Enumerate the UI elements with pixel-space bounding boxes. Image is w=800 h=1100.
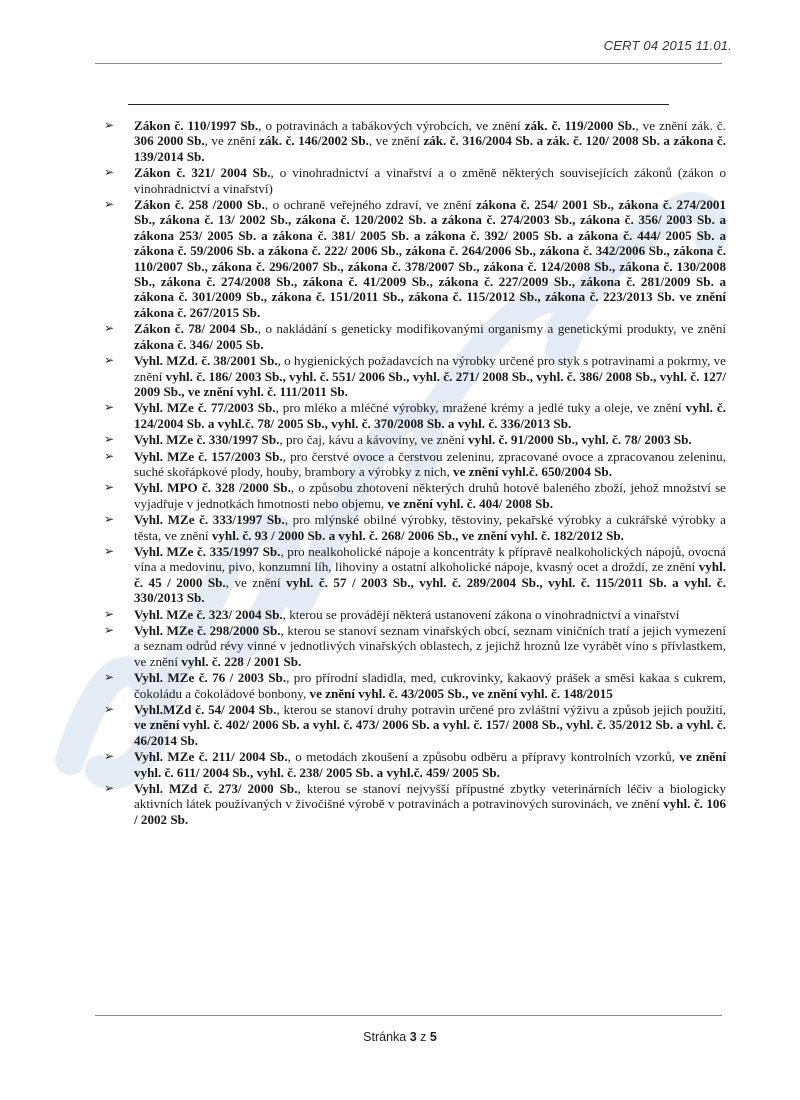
list-item: [104, 512, 726, 543]
footer-page-number: 3: [409, 1030, 417, 1044]
legal-reference: ve znění vyhl. č. 611/ 2004 Sb., vyhl. č. 238/ 2005 Sb. a vyhl.č. 459/ 2005 Sb.: [134, 749, 726, 780]
legal-reference: ve znění vyhl. č. 404/ 2008 Sb.: [387, 495, 553, 511]
arrow-bullet-icon: ➢: [104, 165, 115, 180]
list-item: [104, 480, 726, 511]
legal-reference: Vyhl. MZd. č. 38/2001 Sb.: [134, 353, 278, 369]
arrow-bullet-icon: ➢: [104, 543, 115, 558]
item-text: , kterou se stanoví nejvyšší přípustné zbytky veterinárních léčiv a biologicky aktivních látek používaných v živočišné výrobě v potravinách a potravinových surovinách, ve znění: [134, 781, 727, 812]
legal-reference: Zákon č. 321/ 2004 Sb.: [134, 165, 271, 181]
arrow-bullet-icon: ➢: [104, 400, 115, 415]
item-text: , kterou se provádějí některá ustanovení zákona o vinohradnictví a vinařství: [282, 606, 680, 622]
item-text: , o nakládání s geneticky modifikovanými organismy a genetickými produkty, ve znění: [257, 321, 726, 337]
legal-reference: vyhl. č. 93 / 2000 Sb. a vyhl. č. 268/ 2006 Sb., ve znění vyhl. č. 182/2012 Sb.: [211, 527, 624, 543]
item-text: , ve znění: [204, 133, 260, 149]
item-text: , pro čerstvé ovoce a čerstvou zeleninu, zpracované ovoce a zpracovanou zeleninu, suché skořápkové plody, houby, brambory a výrobky z nich,: [134, 448, 726, 479]
legal-reference: vyhl. č. 124/2004 Sb. a vyhl.č. 78/ 2005 Sb., vyhl. č. 370/2008 Sb. a vyhl. č. 336/2013 Sb.: [134, 400, 726, 431]
item-text: , ve znění: [368, 133, 424, 149]
legal-reference: Vyhl. MZe č. 157/2003 Sb.: [134, 448, 283, 464]
list-item: [104, 749, 726, 780]
arrow-bullet-icon: ➢: [104, 623, 115, 637]
item-text: , ve znění: [225, 574, 287, 590]
item-text: , pro čaj, kávu a kávoviny, ve znění: [279, 432, 468, 448]
legal-reference: zákona č. 346/ 2005 Sb.: [134, 336, 264, 352]
legal-reference: Vyhl. MZd č. 273/ 2000 Sb.: [134, 781, 298, 797]
footer-page-total: 5: [429, 1030, 437, 1044]
item-text: , o ochraně veřejného zdraví, ve znění: [264, 197, 477, 213]
list-item: [104, 197, 726, 320]
page-footer: [0, 1030, 800, 1044]
legal-reference: Vyhl. MZe č. 298/2000 Sb.: [134, 623, 281, 638]
footer-separator: z: [416, 1030, 430, 1044]
legal-reference: ve znění vyhl. č. 43/2005 Sb., ve znění vyhl. č. 148/2015: [309, 685, 613, 701]
header-divider: [95, 63, 722, 64]
list-item: [104, 607, 726, 622]
legal-reference: Vyhl. MZe č. 330/1997 Sb.: [134, 432, 280, 448]
list-item: [104, 449, 726, 480]
content-top-divider: [128, 104, 669, 105]
document-code: CERT 04 2015 11.01.: [603, 38, 732, 53]
legal-reference: Vyhl. MZe č. 333/1997 Sb.: [134, 512, 285, 528]
item-text: , o hygienických požadavcích na výrobky určené pro styk s potravinami a pokrmy, ve znění: [134, 353, 726, 384]
legal-reference: vyhl. č. 228 / 2001 Sb.: [181, 653, 302, 669]
legal-reference: Vyhl. MPO č. 328 /2000 Sb.: [134, 480, 291, 496]
footer-divider: [95, 1015, 722, 1016]
legal-reference: vyhl. č. 57 / 2003 Sb., vyhl. č. 289/2004 Sb., vyhl. č. 115/2011 Sb. a vyhl. č. 330/2013 Sb.: [134, 574, 727, 606]
legal-reference: vyhl. č. 106 / 2002 Sb.: [134, 796, 726, 827]
arrow-bullet-icon: ➢: [104, 432, 115, 447]
legal-reference: vyhl. č. 91/2000 Sb., vyhl. č. 78/ 2003 Sb.: [467, 432, 692, 448]
item-text: , pro mlýnské obilné výrobky, těstoviny, pekařské výrobky a cukrářské výrobky a těsta, ve znění: [134, 512, 726, 543]
list-item: [104, 165, 726, 196]
arrow-bullet-icon: ➢: [104, 670, 115, 685]
list-item: [104, 353, 726, 399]
legislation-list: [104, 118, 726, 828]
legal-reference: Zákon č. 78/ 2004 Sb.: [134, 321, 258, 337]
item-text: , kterou se stanoví seznam vinařských obcí, seznam viničních tratí a jejich vymezení a seznam odrůd révy vinné v jednotlivých vinařských oblastech, z jejichž hroznů lze vyrábět víno s přívlastkem, ve znění: [134, 623, 726, 669]
arrow-bullet-icon: ➢: [104, 702, 115, 717]
legal-reference: zák. č. 119/2000 Sb.: [524, 118, 636, 133]
item-text: , o vinohradnictví a vinařství a o změně některých souvisejících zákonů (zákon o vinohradnictví a vinařství): [134, 165, 727, 196]
legal-reference: Vyhl. MZe č. 323/ 2004 Sb.: [134, 606, 283, 622]
arrow-bullet-icon: ➢: [104, 512, 115, 527]
item-text: , ve znění zák. č.: [635, 118, 727, 133]
legal-reference: zákona č. 254/ 2001 Sb., zákona č. 274/2001 Sb., zákona č. 13/ 2002 Sb., zákona č. 120/2002 Sb. a zákona č. 274/2003 Sb., zákona č. 356/ 2003 Sb. a zákona 253/ 2005 Sb. a zákona č. 381/ 2005 Sb. a zákona č. 392/ 2005 Sb. a zákona č. 444/ 2005 Sb. a zákona č. 59/2006 Sb. a zákona č. 222/ 2006 Sb., zákona č. 264/2006 Sb., zákona č. 342/2006 Sb., zákona č. 110/2007 Sb., zákona č. 296/2007 Sb., zákona č. 378/2007 Sb., zákona č. 124/2008 Sb., zákona č. 130/2008 Sb., zákona č. 274/2008 Sb., zákona č. 41/2009 Sb., zákona č. 227/2009 Sb., zákona č. 281/2009 Sb. a zákona č. 301/2009 Sb., zákona č. 151/2011 Sb., zákona č. 115/2012 Sb., zákona č. 223/2013 Sb. ve znění zákona č. 267/2015 Sb.: [134, 197, 727, 320]
legal-reference: vyhl. č. 186/ 2003 Sb., vyhl. č. 551/ 2006 Sb., vyhl. č. 271/ 2008 Sb., vyhl. č. 386/ 2008 Sb., vyhl. č. 127/ 2009 Sb., ve znění vyhl. č. 111/2011 Sb.: [134, 368, 726, 399]
item-text: , o metodách zkoušení a způsobu odběru a přípravy kontrolních vzorků,: [287, 749, 680, 765]
footer-prefix: Stránka: [363, 1030, 410, 1044]
arrow-bullet-icon: ➢: [104, 118, 115, 132]
arrow-bullet-icon: ➢: [104, 197, 115, 212]
arrow-bullet-icon: ➢: [104, 448, 115, 463]
arrow-bullet-icon: ➢: [104, 749, 115, 764]
legal-reference: Zákon č. 258 /2000 Sb.: [134, 197, 265, 213]
legal-reference: 306 2000 Sb.: [134, 133, 205, 149]
list-item: [104, 321, 726, 352]
legal-reference: Vyhl. MZe č. 211/ 2004 Sb.: [134, 749, 288, 765]
item-text: , pro nealkoholické nápoje a koncentráty k přípravě nealkoholických nápojů, ovocná vína a medovinu, pivo, konzumní líh, lihoviny a ostatní alkoholické nápoje, kvasný ocet a droždí, ze znění: [134, 543, 726, 575]
item-text: , kterou se stanoví druhy potravin určené pro zvláštní výživu a způsob jejich použití,: [276, 702, 726, 718]
list-item: [104, 781, 726, 827]
list-item: [104, 670, 726, 701]
legal-reference: Vyhl. MZe č. 76 / 2003 Sb.: [134, 670, 287, 686]
list-item: [104, 702, 726, 748]
legal-reference: vyhl. č. 45 / 2000 Sb.: [134, 559, 726, 590]
list-item: [104, 432, 726, 447]
legal-reference: ve znění vyhl. č. 402/ 2006 Sb. a vyhl. č. 473/ 2006 Sb. a vyhl. č. 157/ 2008 Sb., vyhl. č. 35/2012 Sb. a vyhl. č. 46/2014 Sb.: [134, 717, 726, 748]
legal-reference: zák. č. 146/2002 Sb.: [259, 133, 369, 149]
legal-reference: zák. č. 316/2004 Sb. a zák. č. 120/ 2008 Sb. a zákona č. 139/2014 Sb.: [134, 133, 727, 164]
legal-reference: Vyhl. MZe č. 77/2003 Sb.: [134, 400, 276, 416]
legal-reference: Vyhl. MZe č. 335/1997 Sb.: [134, 543, 281, 559]
arrow-bullet-icon: ➢: [104, 606, 115, 621]
legal-reference: Vyhl.MZd č. 54/ 2004 Sb.: [134, 702, 277, 718]
legal-reference: ve znění vyhl.č. 650/2004 Sb.: [453, 463, 612, 479]
arrow-bullet-icon: ➢: [104, 321, 115, 336]
item-text: , pro mléko a mléčné výrobky, mražené krémy a jedlé tuky a oleje, ve znění: [275, 400, 686, 416]
list-item: [104, 400, 726, 431]
item-text: , o potravinách a tabákových výrobcích, ve znění: [258, 118, 525, 133]
item-text: , o způsobu zhotovení některých druhů hotově baleného zboží, jehož množství se vyjadřuje v jednotkách hmotnosti nebo objemu,: [134, 480, 726, 511]
list-item: [104, 544, 726, 606]
item-text: , pro přírodní sladidla, med, cukrovinky, kakaový prášek a směsi kakaa s cukrem, čokoládu a čokoládové bonbony,: [134, 670, 726, 701]
arrow-bullet-icon: ➢: [104, 781, 115, 796]
list-item: [104, 118, 726, 164]
legal-reference: Zákon č. 110/1997 Sb.: [134, 118, 259, 133]
arrow-bullet-icon: ➢: [104, 353, 115, 368]
list-item: [104, 623, 726, 669]
arrow-bullet-icon: ➢: [104, 480, 115, 495]
